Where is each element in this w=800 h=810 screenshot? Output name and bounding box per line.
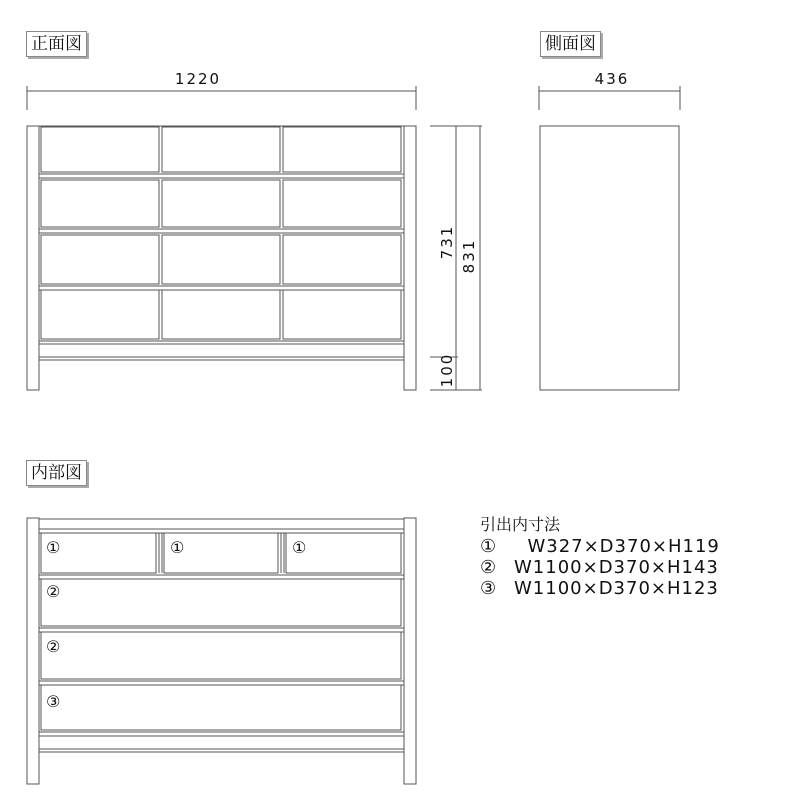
side-depth-value: 436 (594, 70, 630, 88)
drawer-marker-2b: ② (46, 637, 61, 656)
front-cabinet (27, 126, 416, 390)
drawer-spec-title: 引出内寸法 (480, 515, 561, 534)
front-width-value: 1220 (174, 70, 222, 88)
drawer-marker-1a: ① (46, 538, 61, 557)
leg-height-value: 100 (438, 352, 456, 388)
interior-cabinet (27, 518, 416, 784)
front-view-label: 正面図 (26, 31, 87, 57)
drawer-spec-row (480, 578, 720, 599)
spec-row-value: W1100×D370×H123 (514, 578, 719, 599)
drawer-spec-row (480, 557, 720, 578)
spec-row-value: W1100×D370×H143 (514, 557, 719, 578)
side-depth-dimension (539, 86, 680, 110)
drawer-marker-1c: ① (292, 538, 307, 557)
spec-row-number: ① (480, 536, 498, 557)
body-height-value: 731 (438, 224, 456, 260)
drawer-spec (480, 514, 720, 599)
side-view-label: 側面図 (540, 31, 601, 57)
drawer-marker-1b: ① (170, 538, 185, 557)
drawer-marker-3: ③ (46, 692, 61, 711)
interior-view-label: 内部図 (26, 460, 87, 486)
side-cabinet (540, 126, 679, 390)
drawer-spec-row (480, 536, 720, 557)
spec-row-number: ② (480, 557, 498, 578)
total-height-value: 831 (460, 238, 478, 274)
drawer-marker-2a: ② (46, 582, 61, 601)
spec-row-value: W327×D370×H119 (514, 536, 720, 557)
front-width-dimension (27, 86, 416, 110)
spec-row-number: ③ (480, 578, 498, 599)
